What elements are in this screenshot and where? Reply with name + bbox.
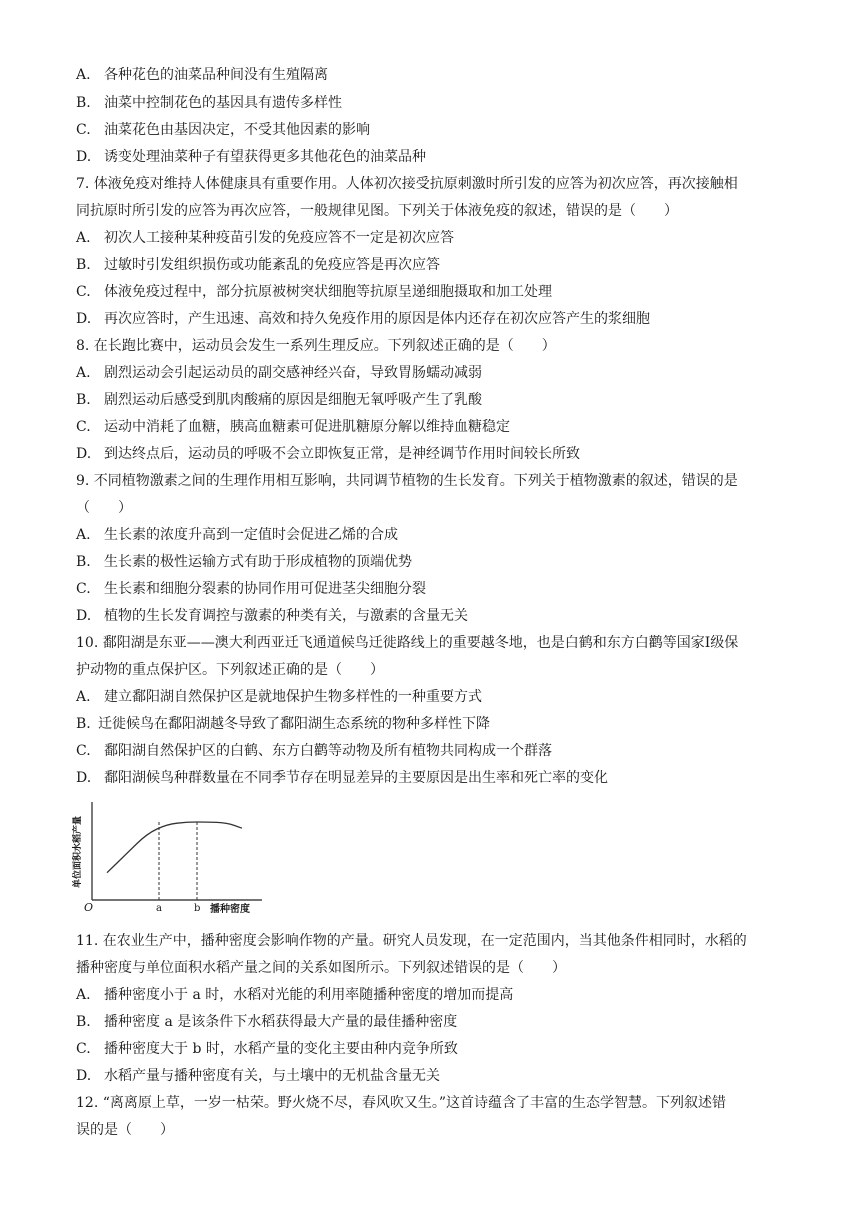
q8-option-d: D. 到达终点后，运动员的呼吸不会立即恢复正常，是神经调节作用时间较长所致 [76, 446, 580, 462]
q10-option-d: D. 鄱阳湖候鸟种群数量在不同季节存在明显差异的主要原因是出生率和死亡率的变化 [76, 770, 608, 786]
q11-option-d: D. 水稻产量与播种密度有关，与土壤中的无机盐含量无关 [76, 1068, 440, 1084]
q10-stem-line-1: 10. 鄱阳湖是东亚——澳大利西亚迁飞通道候鸟迁徙路线上的重要越冬地，也是白鹤和东方白鹳等国家Ⅰ级保 [76, 635, 739, 651]
q6-option-b: B. 油菜中控制花色的基因具有遗传多样性 [76, 95, 342, 111]
q11-stem-line-1: 11. 在农业生产中，播种密度会影响作物的产量。研究人员发现，在一定范围内，当其他条件相同时，水稻的 [76, 933, 747, 949]
q9-option-b: B. 生长素的极性运输方式有助于形成植物的顶端优势 [76, 554, 412, 570]
origin-label: O [84, 901, 94, 914]
q10-option-c: C. 鄱阳湖自然保护区的白鹤、东方白鹳等动物及所有植物共同构成一个群落 [76, 743, 552, 759]
q10-option-a: A. 建立鄱阳湖自然保护区是就地保护生物多样性的一种重要方式 [76, 689, 482, 705]
yield-curve [107, 822, 242, 873]
q7-option-a: A. 初次人工接种某种疫苗引发的免疫应答不一定是初次应答 [76, 230, 454, 246]
q7-option-d: D. 再次应答时，产生迅速、高效和持久免疫作用的原因是体内还存在初次应答产生的浆细胞 [76, 311, 650, 327]
q7-stem-line-2: 同抗原时所引发的应答为再次应答，一般规律见图。下列关于体液免疫的叙述，错误的是（ ） [76, 203, 678, 219]
q8-option-a: A. 剧烈运动会引起运动员的副交感神经兴奋，导致胃肠蠕动减弱 [76, 365, 482, 381]
q10-option-b: B. 迁徙候鸟在鄱阳湖越冬导致了鄱阳湖生态系统的物种多样性下降 [76, 716, 490, 732]
q9-option-c: C. 生长素和细胞分裂素的协同作用可促进茎尖细胞分裂 [76, 581, 426, 597]
q6-option-d: D. 诱变处理油菜种子有望获得更多其他花色的油菜品种 [76, 149, 426, 165]
q7-option-b: B. 过敏时引发组织损伤或功能紊乱的免疫应答是再次应答 [76, 257, 440, 273]
q11-option-a: A. 播种密度小于 a 时，水稻对光能的利用率随播种密度的增加而提高 [76, 987, 514, 1003]
q9-option-a: A. 生长素的浓度升高到一定值时会促进乙烯的合成 [76, 527, 398, 543]
q11-option-c: C. 播种密度大于 b 时，水稻产量的变化主要由种内竞争所致 [76, 1041, 458, 1057]
x-mark-b: b [194, 903, 201, 914]
q6-option-c: C. 油菜花色由基因决定，不受其他因素的影响 [76, 122, 370, 138]
yield-density-chart [62, 800, 272, 922]
q9-stem-line-2: （ ） [76, 500, 132, 516]
q9-option-d: D. 植物的生长发育调控与激素的种类有关，与激素的含量无关 [76, 608, 468, 624]
q11-option-b: B. 播种密度 a 是该条件下水稻获得最大产量的最佳播种密度 [76, 1014, 458, 1030]
q9-stem-line-1: 9. 不同植物激素之间的生理作用相互影响，共同调节植物的生长发育。下列关于植物激素的叙述，错误的是 [76, 473, 738, 489]
x-mark-a: a [156, 903, 162, 914]
chart-ylabel: 单位面积水稻产量 [73, 815, 83, 889]
q8-option-c: C. 运动中消耗了血糖，胰高血糖素可促进肌糖原分解以维持血糖稳定 [76, 419, 510, 435]
chart-xlabel: 播种密度 [210, 904, 250, 915]
q10-stem-line-2: 护动物的重点保护区。下列叙述正确的是（ ） [76, 662, 384, 678]
q12-stem-line-1: 12. “离离原上草，一岁一枯荣。野火烧不尽，春风吹又生。”这首诗蕴含了丰富的生态学智慧。下列叙述错 [76, 1095, 727, 1111]
q7-stem-line-1: 7. 体液免疫对维持人体健康具有重要作用。人体初次接受抗原刺激时所引发的应答为初次应答，再次接触相 [76, 176, 738, 192]
q11-stem-line-2: 播种密度与单位面积水稻产量之间的关系如图所示。下列叙述错误的是（ ） [76, 960, 566, 976]
q6-option-a: A. 各种花色的油菜品种间没有生殖隔离 [76, 67, 328, 83]
q12-stem-line-2: 误的是（ ） [76, 1122, 174, 1138]
q7-option-c: C. 体液免疫过程中，部分抗原被树突状细胞等抗原呈递细胞摄取和加工处理 [76, 284, 552, 300]
q8-option-b: B. 剧烈运动后感受到肌肉酸痛的原因是细胞无氧呼吸产生了乳酸 [76, 392, 482, 408]
q8-stem-line-1: 8. 在长跑比赛中，运动员会发生一系列生理反应。下列叙述正确的是（ ） [76, 338, 556, 354]
